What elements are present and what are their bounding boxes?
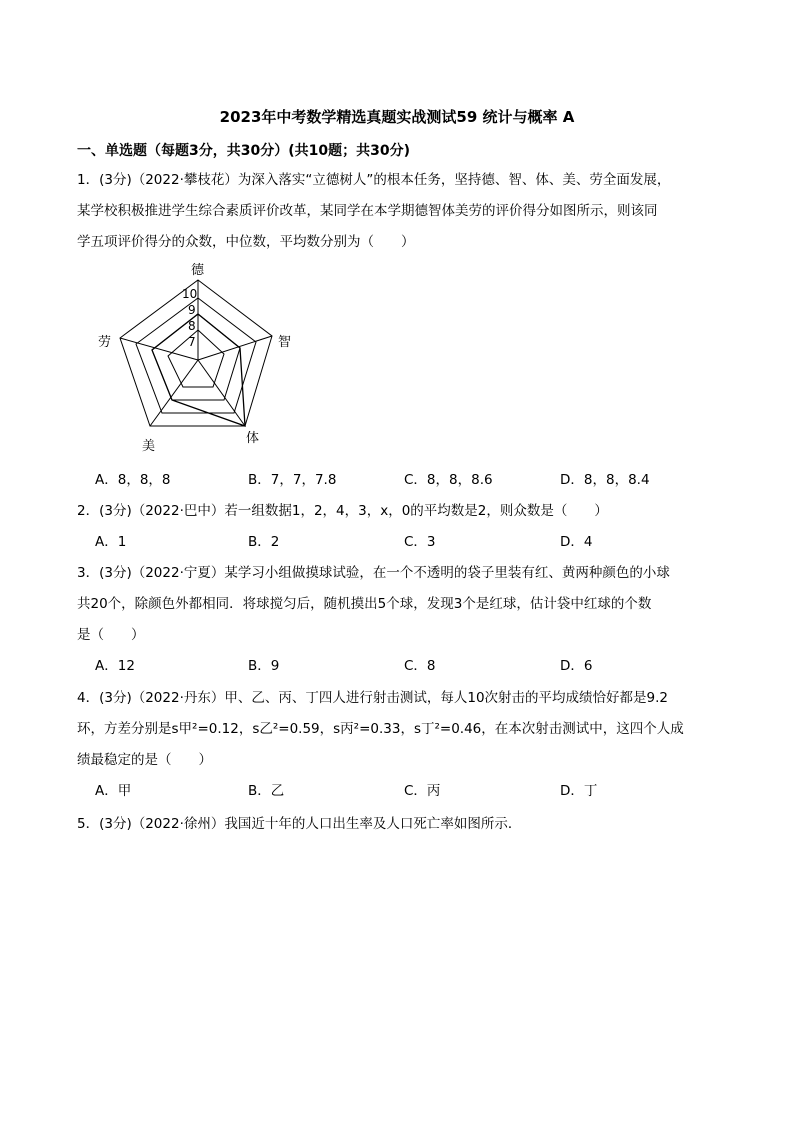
q4-line1: 4．(3分)（2022·丹东）甲、乙、丙、丁四人进行射击测试，每人10次射击的平均成绩恰好都是9.2 [77, 690, 669, 706]
q2-option-a[interactable]: A．1 [95, 534, 127, 550]
radar-tick-10: 10 [182, 287, 198, 301]
q3-option-d[interactable]: D．6 [560, 658, 593, 674]
q2-option-c[interactable]: C．3 [404, 534, 436, 550]
q4-option-d[interactable]: D．丁 [560, 783, 598, 799]
q4-line3: 绩最稳定的是（ ） [77, 752, 212, 768]
radar-label-lao: 劳 [98, 335, 112, 350]
q3-line1: 3．(3分)（2022·宁夏）某学习小组做摸球试验，在一个不透明的袋子里装有红、黄两种颜色的小球 [77, 565, 670, 581]
radar-label-ti: 体 [246, 431, 260, 446]
radar-tick-9: 9 [188, 303, 196, 317]
q2-option-b[interactable]: B．2 [248, 534, 280, 550]
q1-line3: 学五项评价得分的众数，中位数，平均数分别为（ ） [77, 234, 415, 250]
radar-tick-7: 7 [188, 335, 196, 349]
q1-line1: 1．(3分)（2022·攀枝花）为深入落实“立德树人”的根本任务，坚持德、智、体、美、劳全面发展， [77, 172, 671, 188]
q3-option-a[interactable]: A．12 [95, 658, 135, 674]
radar-ring-7 [168, 330, 224, 387]
radar-ring-10 [120, 280, 272, 426]
q1-option-b[interactable]: B．7，7，7.8 [248, 472, 337, 488]
radar-axis-lao [120, 338, 198, 360]
q1-option-a[interactable]: A．8，8，8 [95, 472, 171, 488]
q3-line2: 共20个，除颜色外都相同．将球搅匀后，随机摸出5个球，发现3个是红球，估计袋中红球的个数 [77, 596, 652, 612]
q1-option-c[interactable]: C．8，8，8.6 [404, 472, 493, 488]
section-heading: 一、单选题（每题3分，共30分）(共10题；共30分) [77, 143, 410, 159]
q2-option-d[interactable]: D．4 [560, 534, 593, 550]
q4-option-c[interactable]: C．丙 [404, 783, 441, 799]
q4-option-b[interactable]: B．乙 [248, 783, 285, 799]
radar-chart [90, 258, 310, 458]
radar-label-mei: 美 [142, 439, 156, 454]
radar-axis-ti [198, 360, 245, 426]
radar-axis-mei [150, 360, 198, 426]
q5-line1: 5．(3分)（2022·徐州）我国近十年的人口出生率及人口死亡率如图所示． [77, 816, 522, 832]
radar-label-zhi: 智 [278, 335, 292, 350]
q1-option-d[interactable]: D．8，8，8.4 [560, 472, 650, 488]
page-title: 2023年中考数学精选真题实战测试59 统计与概率 A [219, 108, 575, 126]
q4-option-a[interactable]: A．甲 [95, 783, 132, 799]
q2-line1: 2．(3分)（2022·巴中）若一组数据1，2，4，3，x，0的平均数是2，则众数是（ ） [77, 503, 608, 519]
q3-option-b[interactable]: B．9 [248, 658, 280, 674]
q3-option-c[interactable]: C．8 [404, 658, 436, 674]
q3-line3: 是（ ） [77, 627, 145, 643]
radar-label-de: 德 [191, 263, 205, 278]
q1-line2: 某学校积极推进学生综合素质评价改革，某同学在本学期德智体美劳的评价得分如图所示，则该同 [77, 203, 658, 219]
q4-line2: 环，方差分别是s甲²=0.12，s乙²=0.59，s丙²=0.33，s丁²=0.46，在本次射击测试中，这四个人成 [77, 721, 684, 737]
radar-tick-8: 8 [188, 319, 196, 333]
